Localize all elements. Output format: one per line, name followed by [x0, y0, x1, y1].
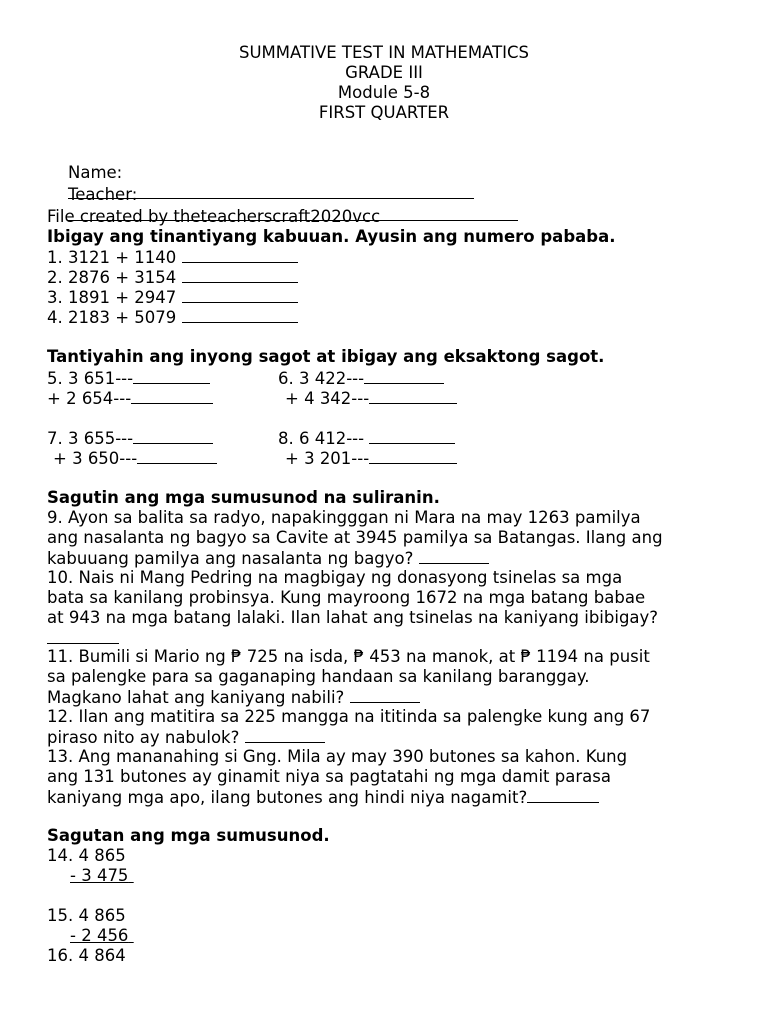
item-4-text: 4. 2183 + 5079: [47, 308, 177, 327]
answer-blank: [419, 548, 489, 564]
item-9-line-2: ang nasalanta ng bagyo sa Cavite at 3945 pamilya sa Batangas. Ilang ang: [47, 528, 663, 547]
item-11-line-3-text: Magkano lahat ang kaniyang nabili?: [47, 688, 345, 707]
answer-blank: [182, 267, 298, 283]
quarter-label: FIRST QUARTER: [318, 103, 450, 122]
teacher-label: Teacher:: [67, 185, 138, 204]
answer-blank: [350, 687, 420, 703]
part3-instruction: Sagutin ang mga sumusunod na suliranin.: [47, 488, 440, 507]
exact-blank: [369, 448, 457, 464]
item-9-line-1: 9. Ayon sa balita sa radyo, napakingggan ni Mara na may 1263 pamilya: [47, 508, 641, 527]
item-13-line-3: [47, 787, 599, 808]
item-8-bottom: [285, 448, 457, 469]
answer-blank: [245, 727, 325, 743]
item-6-top: [278, 368, 444, 389]
credit-line: File created by theteacherscraft2020vcc: [47, 207, 381, 226]
item-3-text: 3. 1891 + 2947: [47, 288, 177, 307]
item-3: [47, 287, 298, 308]
worksheet-header: [0, 43, 768, 123]
item-14-bottom: [70, 866, 134, 886]
item-7-bottom: [53, 448, 217, 469]
item-7-top: [47, 428, 213, 449]
item-15-top: 15. 4 865: [47, 906, 126, 925]
item-10-line-2: bata sa kanilang probinsya. Kung mayroong 1672 na mga batang babae: [47, 588, 646, 607]
item-11-line-3: [47, 687, 420, 708]
exact-blank: [137, 448, 217, 464]
item-13-line-2: ang 131 butones ay ginamit niya sa pagtatahi ng mga damit parasa: [47, 767, 611, 786]
item-6-bottom-text: + 4 342---: [285, 389, 370, 408]
item-8-top-text: 8. 6 412---: [278, 429, 365, 448]
item-12-line-2: [47, 727, 325, 748]
name-label: Name:: [67, 163, 123, 182]
module-range: Module 5-8: [337, 83, 431, 102]
item-6-top-text: 6. 3 422---: [278, 369, 365, 388]
answer-blank: [47, 628, 119, 644]
exact-blank: [369, 388, 457, 404]
item-6-bottom: [285, 388, 457, 409]
item-16-top: 16. 4 864: [47, 946, 126, 965]
estimate-blank: [364, 368, 444, 384]
item-5-top-text: 5. 3 651---: [47, 369, 134, 388]
part2-instruction: Tantiyahin ang inyong sagot at ibigay ang eksaktong sagot.: [47, 347, 605, 366]
answer-blank: [527, 787, 599, 803]
item-5-bottom: [47, 388, 213, 409]
item-7-bottom-text: + 3 650---: [53, 449, 138, 468]
answer-blank: [182, 307, 298, 323]
item-10-line-1: 10. Nais ni Mang Pedring na magbigay ng donasyong tsinelas sa mga: [47, 568, 623, 587]
item-11-line-2: sa palengke para sa gaganaping handaan sa kanilang baranggay.: [47, 667, 590, 686]
test-title: SUMMATIVE TEST IN MATHEMATICS: [238, 43, 530, 62]
item-14-bottom-text: - 3 475: [70, 866, 129, 885]
item-12-line-2-text: piraso nito ay nabulok?: [47, 728, 240, 747]
item-1-text: 1. 3121 + 1140: [47, 248, 177, 267]
estimate-blank: [133, 428, 213, 444]
item-2-text: 2. 2876 + 3154: [47, 268, 177, 287]
exact-blank: [131, 388, 213, 404]
item-11-line-1: 11. Bumili si Mario ng ₱ 725 na isda, ₱ 453 na manok, at ₱ 1194 na pusit: [47, 647, 650, 666]
item-15-bottom: [70, 926, 134, 946]
item-13-line-3-text: kaniyang mga apo, ilang butones ang hindi niya nagamit?: [47, 788, 528, 807]
item-4: [47, 307, 298, 328]
item-5-bottom-text: + 2 654---: [47, 389, 132, 408]
item-8-bottom-text: + 3 201---: [285, 449, 370, 468]
part1-instruction: Ibigay ang tinantiyang kabuuan. Ayusin ang numero pababa.: [47, 227, 616, 246]
answer-blank: [182, 287, 298, 303]
item-7-top-text: 7. 3 655---: [47, 429, 134, 448]
item-9-line-3: [47, 548, 489, 569]
estimate-blank: [369, 428, 455, 444]
item-15-bottom-text: - 2 456: [70, 926, 129, 945]
item-13-line-1: 13. Ang mananahing si Gng. Mila ay may 390 butones sa kahon. Kung: [47, 747, 628, 766]
grade-level: GRADE III: [345, 63, 423, 82]
item-5-top: [47, 368, 210, 389]
item-9-line-3-text: kabuuang pamilya ang nasalanta ng bagyo?: [47, 549, 414, 568]
item-2: [47, 267, 298, 288]
item-10-line-3: at 943 na mga batang lalaki. Ilan lahat ang tsinelas na kaniyang ibibigay?: [47, 608, 659, 627]
item-14-top: 14. 4 865: [47, 846, 126, 865]
item-1: [47, 247, 298, 268]
item-8-top: [278, 428, 455, 449]
item-10-answer: [47, 628, 119, 649]
part4-instruction: Sagutan ang mga sumusunod.: [47, 826, 330, 845]
item-12-line-1: 12. Ilan ang matitira sa 225 mangga na ititinda sa palengke kung ang 67: [47, 707, 651, 726]
answer-blank: [182, 247, 298, 263]
estimate-blank: [133, 368, 210, 384]
